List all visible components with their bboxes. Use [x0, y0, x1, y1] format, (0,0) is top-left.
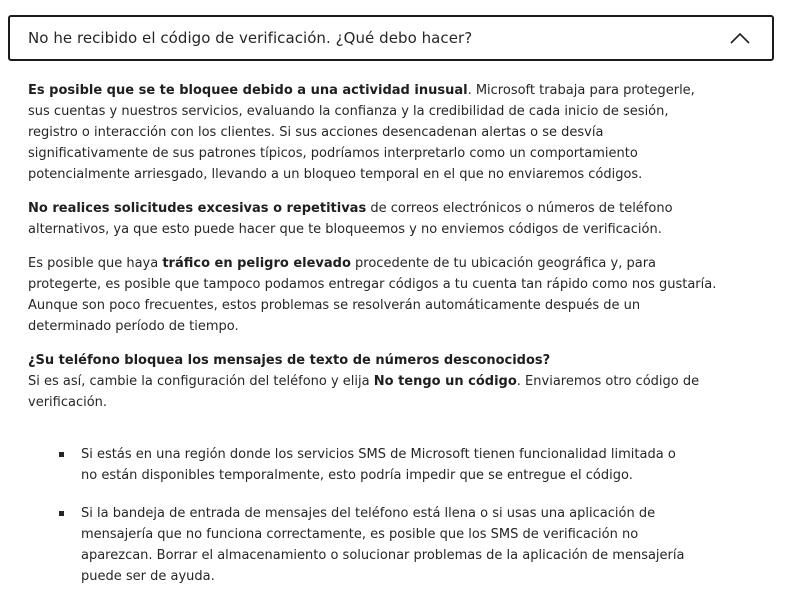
bullet-text: Si la bandeja de entrada de mensajes del teléfono está llena o si usas una aplicación de mensajería que no funciona correctamente, es posible que los SMS de verificación no aparezcan. Borrar el almacenamiento o solucionar problemas de la aplicación de mensajería puede ser de ayuda.: [81, 506, 685, 584]
answer-paragraph-blocked-sms: [28, 350, 718, 413]
answer-paragraph-unusual-activity: [28, 80, 718, 185]
text-high-risk-before: Es posible que haya: [28, 256, 163, 271]
answer-bullet-list: [55, 444, 695, 604]
answer-paragraph-excessive-requests: [28, 198, 718, 240]
chevron-up-icon[interactable]: [730, 32, 750, 44]
text-unusual-activity: . Microsoft trabaja para protegerle, sus cuentas y nuestros servicios, evaluando la confianza y la credibilidad de cada inicio de sesión, registro o interacción con los clientes. Si sus acciones desencadenan alertas o se desvía significativamente de sus patrones típicos, podríamos interpretarlo como un comportamiento potencialmente arriesgado, llevando a un bloqueo temporal en el que no enviaremos códigos.: [28, 83, 695, 182]
text-blocked-sms-before: Si es así, cambie la configuración del teléfono y elija: [28, 374, 374, 389]
bold-excessive-requests: No realices solicitudes excesivas o repetitivas: [28, 201, 367, 216]
bold-high-risk-traffic: tráfico en peligro elevado: [162, 256, 351, 271]
list-item: [55, 444, 695, 486]
bold-no-code-option: No tengo un código: [373, 374, 517, 389]
faq-accordion-header[interactable]: [8, 15, 774, 61]
answer-paragraph-high-risk-traffic: [28, 253, 718, 337]
bold-unusual-activity: Es posible que se te bloquee debido a una actividad inusual: [28, 83, 468, 98]
text-blocked-sms-rest: . Enviaremos otro código de verificación.: [28, 374, 700, 410]
list-item: [55, 503, 695, 587]
text-high-risk-rest: procedente de tu ubicación geográfica y, para protegerte, es posible que tampoco podamos entregar códigos a tu cuenta tan rápido como nos gustaría. Aunque son poco frecuentes, estos problemas se resolverán automáticamente después de un determinado período de tiempo.: [28, 256, 717, 334]
bullet-square-icon: [59, 511, 64, 516]
faq-answer: [28, 80, 718, 413]
text-excessive-requests: de correos electrónicos o números de teléfono alternativos, ya que esto puede hacer que te bloqueemos y no enviemos códigos de verificación.: [28, 201, 673, 237]
faq-question-title: No he recibido el código de verificación. ¿Qué debo hacer?: [28, 29, 473, 47]
bullet-text: Si estás en una región donde los servicios SMS de Microsoft tienen funcionalidad limitada o no están disponibles temporalmente, esto podría impedir que se entregue el código.: [81, 447, 676, 483]
bullet-square-icon: [59, 452, 64, 457]
heading-blocked-sms: ¿Su teléfono bloquea los mensajes de texto de números desconocidos?: [28, 353, 551, 368]
